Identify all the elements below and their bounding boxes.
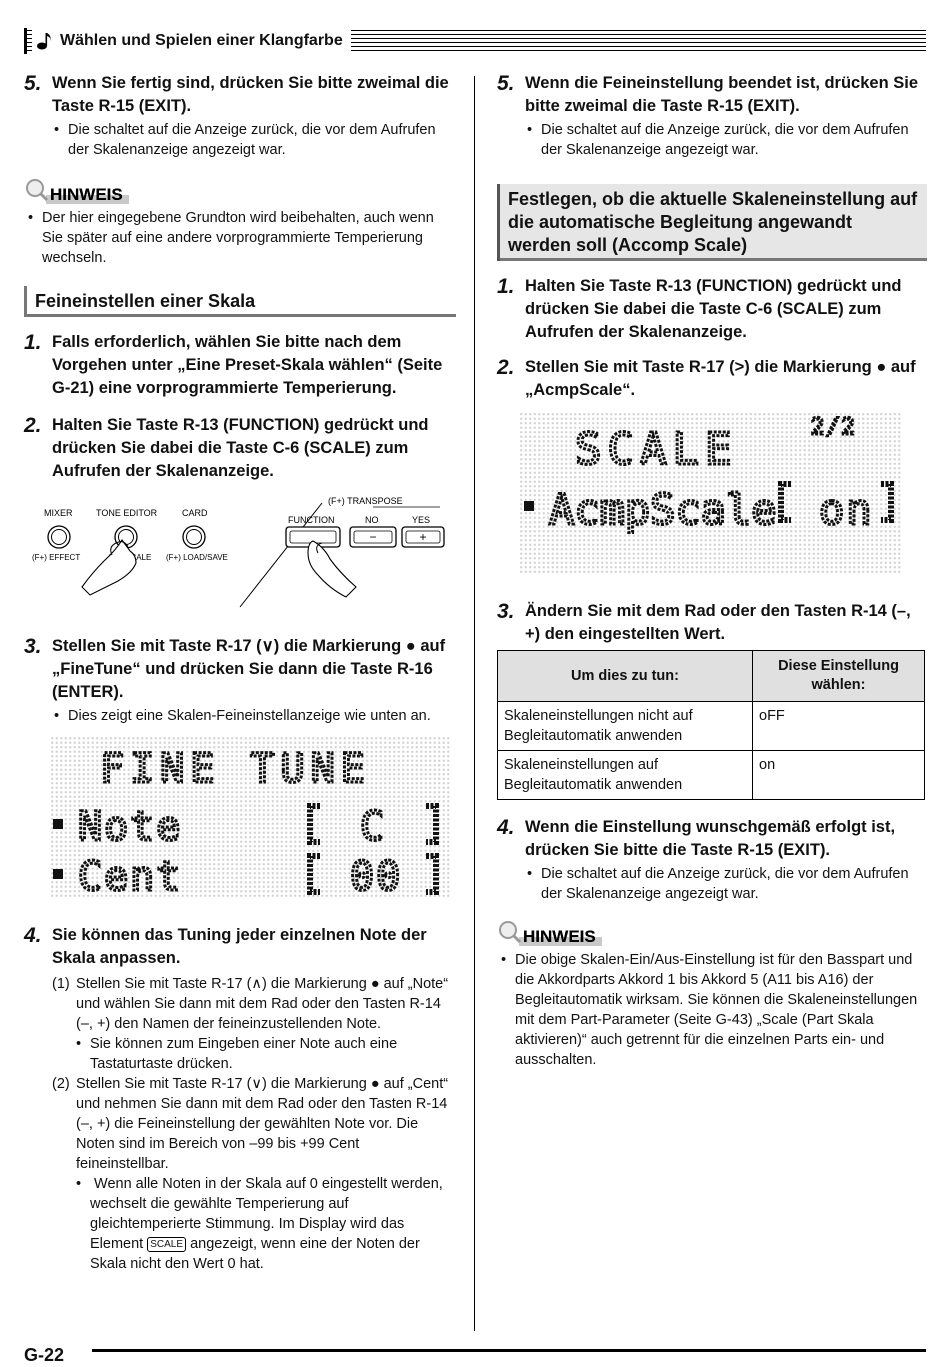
transpose-label: (F+) TRANSPOSE — [328, 496, 403, 506]
bullet: • Die schaltet auf die Anzeige zurück, die vor dem Aufrufen der Skalenanzeige angezeigt war. — [497, 864, 927, 904]
hinweis-box — [497, 922, 927, 948]
card-sub-label: (F+) LOAD/SAVE — [166, 553, 228, 562]
substep-1: (1) Stellen Sie mit Taste R-17 (∧) die Markierung ● auf „Note“ und wählen Sie dann mit dem Rad oder den Tasten R-14 (–, +) den Namen der feineinzustellenden Note. — [52, 976, 449, 1032]
no-label: NO — [365, 515, 379, 525]
step-1-right: 1. Halten Sie Taste R-13 (FUNCTION) gedrückt und drücken Sie dabei die Taste C-6 (SCALE) zum Aufrufen der Skalenanzeige. — [497, 275, 902, 341]
step-5-right: 5. Wenn die Feineinstellung beendet ist, drücken Sie bitte zweimal die Taste R-15 (EXIT). — [497, 72, 919, 115]
mixer-sub-label: (F+) EFFECT — [32, 553, 81, 562]
lcd-bracket-left — [781, 484, 791, 520]
column-divider — [474, 76, 475, 1331]
lcd-cursor-marker — [53, 819, 63, 829]
table-cell: on — [753, 751, 925, 800]
hinweis-label: HINWEIS — [523, 927, 596, 946]
scale-indicator-icon: SCALE — [147, 1237, 186, 1252]
function-label: FUNCTION — [288, 515, 335, 525]
hand-right-icon — [308, 541, 356, 597]
bullet: • Sie können zum Eingeben einer Note auch eine Tastaturtaste drücken. — [24, 1034, 456, 1074]
bullet: • Die schaltet auf die Anzeige zurück, die vor dem Aufrufen der Skalenanzeige angezeigt war. — [24, 120, 456, 160]
hinweis-label: HINWEIS — [50, 185, 123, 204]
lcd-note-value: C — [360, 804, 385, 850]
step-3-right: 3. Ändern Sie mit dem Rad oder den Tasten R-14 (–, +) den eingestellten Wert. — [497, 600, 911, 643]
step-2-right: 2. Stellen Sie mit Taste R-17 (>) die Markierung ● auf „AcmpScale“. — [497, 356, 916, 399]
substep-2: (2) Stellen Sie mit Taste R-17 (∨) die Markierung ● auf „Cent“ und nehmen Sie dann mit dem Rad oder den Tasten R-14 (–, +) die Feineinstellung der gewählten Note vor. Die Noten sind im Bereich von –99 bis +99 Cent feineinstellbar. — [52, 1076, 449, 1172]
lcd-cent-label: Cent — [78, 854, 183, 898]
table-cell: Skaleneinstellungen auf Begleitautomatik anwenden — [498, 751, 753, 800]
lcd-fine-tune-display — [50, 736, 452, 898]
hand-left-icon — [82, 540, 136, 595]
table-header-row — [498, 651, 925, 702]
left-column — [24, 72, 456, 1274]
hinweis-text: • Die obige Skalen-Ein/Aus-Einstellung ist für den Basspart und die Akkordparts Akkord 1 bis Akkord 5 (A11 bis A16) der Begleitautomatik wirksam. Sie können die Skaleneinstellungen mit dem Part-Parameter (Seite G-43) „Scale (Part Skala aktivieren)“ auch getrennt für die einzelnen Parts ein- und ausschalten. — [497, 950, 927, 1070]
lcd-note-label: Note — [78, 804, 183, 850]
step-2-left: 2. Halten Sie Taste R-13 (FUNCTION) gedrückt und drücken Sie dabei die Taste C-6 (SCALE) zum Aufrufen der Skalenanzeige. — [24, 414, 429, 480]
page-footer — [24, 1344, 926, 1366]
lcd-page-indicator: 2/2 — [811, 415, 857, 440]
step-4-right: 4. Wenn die Einstellung wunschgemäß erfolgt ist, drücken Sie bitte die Taste R-15 (EXIT). — [497, 816, 896, 859]
lcd-bracket-right — [881, 484, 891, 520]
lcd-acmpscale-value: on — [819, 485, 874, 534]
bullet: • Die schaltet auf die Anzeige zurück, die vor dem Aufrufen der Skalenanzeige angezeigt war. — [497, 120, 927, 160]
svg-text:−: − — [369, 530, 377, 544]
lcd-title-text: SCALE — [575, 424, 738, 475]
mixer-label: MIXER — [44, 508, 73, 518]
lcd-row-marker — [53, 869, 63, 879]
card-label: CARD — [182, 508, 208, 518]
page-number: G-22 — [24, 1345, 65, 1365]
hinweis-text: • Der hier eingegebene Grundton wird beibehalten, auch wenn Sie später auf eine andere vorprogrammierte Temperierung wechseln. — [24, 208, 456, 268]
tone-sub-label: SCALE — [125, 553, 152, 562]
bullet: • Wenn alle Noten in der Skala auf 0 eingestellt werden, wechselt die gewählte Temperierung auf gleichtemperierte Stimmung. Im Display wird das Element SCALE angezeigt, wenn eine der Noten der Skala nicht den Wert 0 hat. — [24, 1174, 456, 1274]
svg-text:+: + — [419, 530, 427, 544]
step-3-left: 3. Stellen Sie mit Taste R-17 (∨) die Markierung ● auf „FineTune“ und drücken Sie dann die Taste R-16 (ENTER). — [24, 635, 446, 701]
step-5-left: 5. Wenn Sie fertig sind, drücken Sie bitte zweimal die Taste R-15 (EXIT). — [24, 72, 449, 115]
tone-editor-label: TONE EDITOR — [96, 508, 158, 518]
page-header — [24, 28, 926, 54]
lcd-acmpscale-label: AcmpScale — [549, 485, 777, 534]
table-cell: oFF — [753, 702, 925, 751]
bullet: • Dies zeigt eine Skalen-Feineinstellanzeige wie unten an. — [24, 706, 456, 726]
lcd-cent-value: 00 — [350, 854, 403, 898]
lcd-scale-display — [519, 412, 901, 576]
table-header-cell: Diese Einstellung wählen: — [753, 651, 925, 702]
hinweis-box — [24, 180, 456, 206]
table-cell: Skaleneinstellungen nicht auf Begleitautomatik anwenden — [498, 702, 753, 751]
music-note-icon — [36, 31, 54, 51]
lcd-title-text: FINE TUNE — [100, 746, 371, 792]
table-header-cell: Um dies zu tun: — [498, 651, 753, 702]
header-title: Wählen und Spielen einer Klangfarbe — [32, 30, 351, 52]
settings-table — [497, 650, 925, 800]
table-row — [498, 702, 925, 751]
panel-illustration — [24, 495, 456, 617]
lcd-cursor-marker — [524, 501, 534, 511]
right-column — [497, 72, 927, 1070]
step-4-left: 4. Sie können das Tuning jeder einzelnen Note der Skala anpassen. — [24, 924, 427, 967]
section-title: Festlegen, ob die aktuelle Skaleneinstellung auf die automatische Begleitung angewandt werden soll (Accomp Scale) — [497, 184, 927, 261]
yes-label: YES — [412, 515, 431, 525]
magnifier-icon — [497, 920, 523, 944]
section-title: Feineinstellen einer Skala — [24, 286, 456, 317]
magnifier-icon — [24, 178, 50, 202]
table-row — [498, 751, 925, 800]
step-1-left: 1. Falls erforderlich, wählen Sie bitte nach dem Vorgehen unter „Eine Preset-Skala wählen“ (Seite G-21) eine vorprogrammierte Temperierung. — [24, 331, 443, 397]
